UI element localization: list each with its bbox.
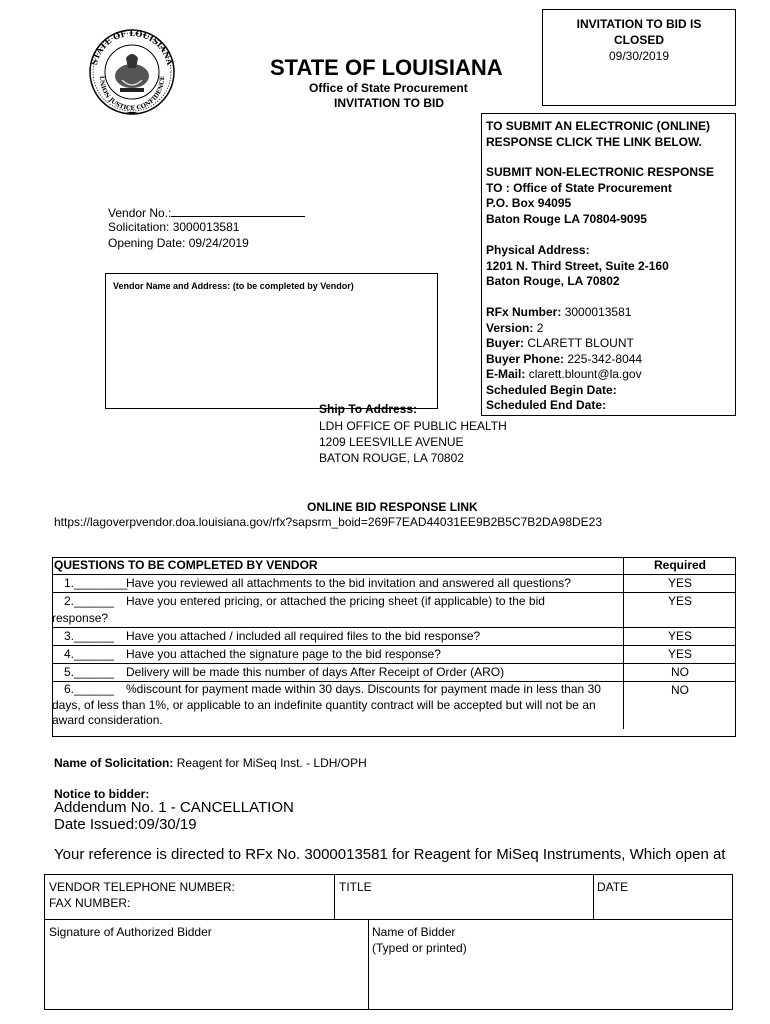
question-4-number[interactable]: 4.______ bbox=[64, 647, 115, 661]
question-row bbox=[52, 575, 736, 593]
date-issued: Date Issued:09/30/19 bbox=[54, 816, 197, 833]
opening-date: Opening Date: 09/24/2019 bbox=[108, 236, 249, 250]
version bbox=[486, 320, 543, 336]
status-date: 09/30/2019 bbox=[608, 49, 670, 63]
ship-to-line-2: 1209 LEESVILLE AVENUE bbox=[319, 435, 464, 449]
question-2-required: YES bbox=[624, 593, 737, 628]
question-2-number[interactable]: 2.______ bbox=[64, 594, 115, 608]
vendor-name-address-label: Vendor Name and Address: (to be completed by Vendor) bbox=[113, 281, 354, 291]
po-box: P.O. Box 94095 bbox=[486, 196, 572, 210]
solicitation-number: Solicitation: 3000013581 bbox=[108, 220, 240, 234]
required-header: Required bbox=[624, 557, 737, 575]
solicitation-name bbox=[54, 755, 367, 771]
question-4-text: Have you attached the signature page to the bid response? bbox=[126, 647, 441, 661]
signature-label: Signature of Authorized Bidder bbox=[49, 925, 212, 939]
page-title: STATE OF LOUISIANA bbox=[270, 55, 503, 80]
online-bid-link[interactable]: https://lagoverpvendor.doa.louisiana.gov/rfx?sapsrm_boid=269F7EAD44031EE9B2B5C7B2DA98DE23 bbox=[54, 515, 603, 529]
buyer-phone bbox=[486, 351, 642, 367]
email-label: E-Mail: bbox=[486, 367, 526, 381]
question-2-text-cont: response? bbox=[52, 611, 109, 625]
signature-grid bbox=[44, 874, 733, 1010]
status-box bbox=[542, 9, 736, 106]
vendor-name-address-box[interactable] bbox=[105, 273, 438, 409]
addendum: Addendum No. 1 - CANCELLATION bbox=[54, 799, 294, 816]
question-6-text: %discount for payment made within 30 days. Discounts for payment made in less than 30 bbox=[126, 682, 601, 696]
physical-label: Physical Address: bbox=[486, 243, 590, 257]
vendor-phone-label: VENDOR TELEPHONE NUMBER: bbox=[49, 880, 235, 894]
email-value: clarett.blount@la.gov bbox=[528, 367, 642, 381]
question-6-required: NO bbox=[624, 682, 737, 729]
submit-online-1: TO SUBMIT AN ELECTRONIC (ONLINE) bbox=[486, 119, 710, 133]
date-label: DATE bbox=[597, 880, 629, 894]
ship-to-line-3: BATON ROUGE, LA 70802 bbox=[319, 451, 464, 465]
seal-top-text: STATE OF LOUISIANA bbox=[88, 28, 176, 67]
vendor-no-blank[interactable] bbox=[171, 204, 305, 217]
version-label: Version: bbox=[486, 321, 534, 335]
question-6-text-cont2: award consideration. bbox=[52, 713, 163, 727]
notice-label: Notice to bidder: bbox=[54, 787, 150, 801]
buyer-label: Buyer: bbox=[486, 336, 525, 350]
doc-type: INVITATION TO BID bbox=[334, 96, 444, 110]
buyer-phone-value: 225-342-8044 bbox=[567, 352, 643, 366]
question-row bbox=[52, 593, 736, 628]
date-cell[interactable] bbox=[597, 879, 628, 895]
submit-non-2: TO : Office of State Procurement bbox=[486, 181, 672, 195]
question-6-text-cont: days, of less than 1%, or applicable to an indefinite quantity contract will be accepted but will not be an bbox=[52, 697, 596, 712]
rfx-label: RFx Number: bbox=[486, 305, 562, 319]
bidder-name-sub: (Typed or printed) bbox=[372, 941, 467, 955]
question-row bbox=[52, 646, 736, 664]
bidder-name-cell[interactable] bbox=[372, 924, 467, 956]
questions-table bbox=[52, 557, 736, 729]
question-row bbox=[52, 682, 736, 729]
physical-street: 1201 N. Third Street, Suite 2-160 bbox=[486, 259, 669, 273]
fax-label: FAX NUMBER: bbox=[49, 896, 131, 910]
online-link-heading: ONLINE BID RESPONSE LINK bbox=[307, 500, 478, 514]
question-row bbox=[52, 628, 736, 646]
status-line-1: INVITATION TO BID IS bbox=[576, 17, 702, 31]
ship-to-line-1: LDH OFFICE OF PUBLIC HEALTH bbox=[319, 419, 507, 433]
title-cell[interactable] bbox=[339, 879, 372, 895]
version-value: 2 bbox=[536, 321, 544, 335]
question-row bbox=[52, 664, 736, 682]
question-1-required: YES bbox=[624, 575, 737, 593]
question-4-required: YES bbox=[624, 646, 737, 664]
solicitation-name-label: Name of Solicitation: bbox=[54, 756, 174, 770]
reference-text: Your reference is directed to RFx No. 3000013581 for Reagent for MiSeq Instruments, Which open at bbox=[54, 846, 726, 863]
buyer bbox=[486, 335, 634, 351]
question-5-text: Delivery will be made this number of days After Receipt of Order (ARO) bbox=[126, 665, 505, 679]
po-city: Baton Rouge LA 70804-9095 bbox=[486, 212, 647, 226]
vendor-no-label: Vendor No.: bbox=[108, 206, 172, 220]
end-date-label: Scheduled End Date: bbox=[486, 398, 607, 412]
buyer-value: CLARETT BLOUNT bbox=[527, 336, 634, 350]
question-5-required: NO bbox=[624, 664, 737, 682]
seal-bottom-text: UNION JUSTICE CONFIDENCE bbox=[97, 75, 167, 113]
submit-online-2: RESPONSE CLICK THE LINK BELOW. bbox=[486, 135, 703, 149]
physical-city: Baton Rouge, LA 70802 bbox=[486, 274, 620, 288]
submit-non-1: SUBMIT NON-ELECTRONIC RESPONSE bbox=[486, 165, 715, 179]
questions-header: QUESTIONS TO BE COMPLETED BY VENDOR bbox=[54, 558, 318, 572]
begin-date-label: Scheduled Begin Date: bbox=[486, 383, 617, 397]
bidder-name-label: Name of Bidder bbox=[372, 925, 456, 939]
info-box bbox=[481, 113, 736, 416]
question-1-number[interactable]: 1.________ bbox=[64, 576, 128, 590]
buyer-phone-label: Buyer Phone: bbox=[486, 352, 565, 366]
title-label: TITLE bbox=[339, 880, 372, 894]
question-6-number[interactable]: 6.______ bbox=[64, 682, 115, 696]
question-3-text: Have you attached / included all required files to the bid response? bbox=[126, 629, 481, 643]
question-2-text: Have you entered pricing, or attached the pricing sheet (if applicable) to the bid bbox=[126, 594, 545, 608]
question-5-number[interactable]: 5.______ bbox=[64, 665, 115, 679]
signature-cell[interactable] bbox=[49, 924, 212, 940]
solicitation-name-value: Reagent for MiSeq Inst. - LDH/OPH bbox=[176, 756, 367, 770]
vendor-phone-cell[interactable] bbox=[49, 879, 235, 911]
status-line-2: CLOSED bbox=[613, 33, 664, 47]
office-name: Office of State Procurement bbox=[309, 81, 468, 95]
state-seal-logo bbox=[82, 28, 182, 120]
question-3-required: YES bbox=[624, 628, 737, 646]
buyer-email bbox=[486, 366, 642, 382]
rfx-number bbox=[486, 304, 631, 320]
question-3-number[interactable]: 3.______ bbox=[64, 629, 115, 643]
ship-to-label: Ship To Address: bbox=[319, 402, 418, 416]
rfx-value: 3000013581 bbox=[564, 305, 632, 319]
question-1-text: Have you reviewed all attachments to the bid invitation and answered all questions? bbox=[126, 576, 571, 590]
